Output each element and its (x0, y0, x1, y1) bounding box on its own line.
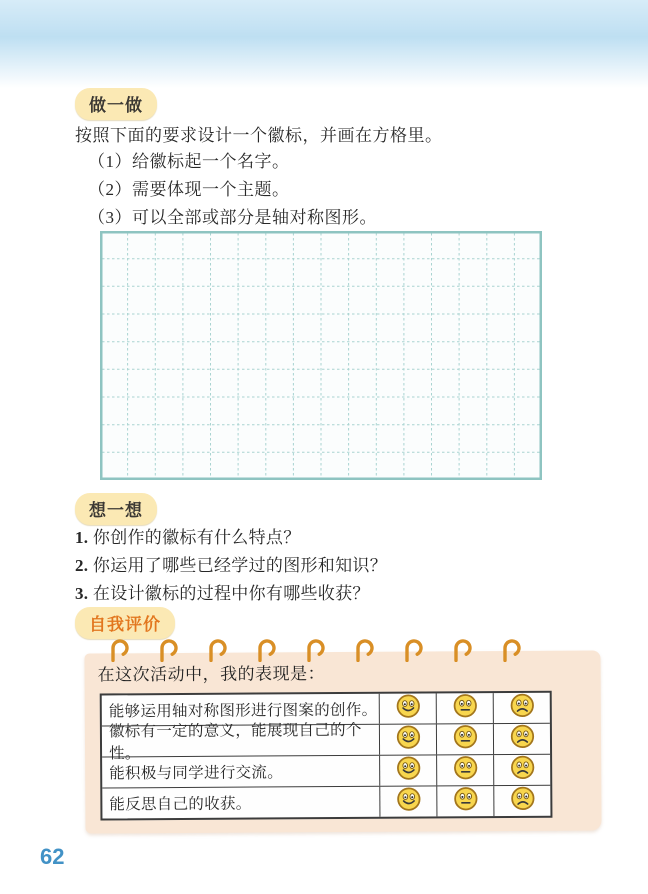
sad-face-icon (509, 724, 534, 754)
criterion-label: 能够运用轴对称图形进行图案的创作。 (108, 701, 378, 721)
neutral-face-cell (436, 724, 493, 754)
happy-face-cell (379, 693, 436, 723)
sad-face-icon (510, 755, 535, 785)
section-badge-evaluate: 自我评价 (75, 607, 175, 639)
happy-face-cell (379, 755, 436, 785)
table-row (102, 754, 550, 788)
happy-face-icon (396, 756, 421, 786)
sad-face-icon (509, 693, 534, 723)
sad-face-cell (493, 693, 550, 723)
requirement-item: （1）给徽标起一个名字。 (88, 152, 290, 171)
section-badge-think: 想一想 (75, 493, 157, 525)
question-number: 2. (75, 556, 89, 575)
criterion-label: 能积极与同学进行交流。 (109, 764, 284, 783)
think-question (75, 580, 387, 608)
grid-lines (100, 231, 542, 480)
evaluation-table (100, 691, 553, 821)
do-requirements-list (88, 148, 377, 232)
sad-face-cell (493, 724, 550, 754)
sad-face-cell (493, 786, 550, 816)
requirement-item: （2）需要体现一个主题。 (88, 180, 290, 199)
question-text: 在设计徽标的过程中你有哪些收获？ (88, 584, 370, 603)
neutral-face-icon (452, 693, 477, 723)
section-badge-do: 做一做 (75, 88, 157, 120)
neutral-face-icon (453, 786, 478, 816)
happy-face-icon (395, 694, 420, 724)
neutral-face-icon (453, 755, 478, 785)
happy-face-icon (396, 787, 421, 817)
table-row (102, 785, 550, 819)
neutral-face-icon (452, 724, 477, 754)
question-text: 你创作的徽标有什么特点？ (88, 528, 301, 547)
evaluation-caption: 在这次活动中，我的表现是： (97, 664, 326, 685)
neutral-face-cell (436, 755, 493, 785)
page-number: 62 (40, 844, 65, 869)
think-questions-list (75, 524, 387, 608)
page-top-gradient (0, 0, 648, 88)
table-row (102, 721, 550, 763)
question-number: 1. (75, 528, 89, 547)
do-intro-text: 按照下面的要求设计一个徽标，并画在方格里。 (75, 126, 443, 145)
criterion-label: 徽标有一定的意义，能展现自己的个性。 (108, 721, 362, 763)
neutral-face-cell (436, 786, 493, 816)
question-number: 3. (75, 584, 89, 603)
evaluation-notepad (84, 650, 601, 833)
think-question (75, 524, 387, 552)
sad-face-cell (493, 755, 550, 785)
question-text: 你运用了哪些已经学过的图形和知识？ (88, 556, 388, 575)
criterion-label: 能反思自己的收获。 (109, 795, 252, 814)
happy-face-cell (379, 724, 436, 754)
design-grid (100, 231, 542, 480)
happy-face-cell (379, 786, 436, 816)
happy-face-icon (395, 725, 420, 755)
neutral-face-cell (436, 693, 493, 723)
requirement-item: （3）可以全部或部分是轴对称图形。 (88, 208, 377, 227)
think-question (75, 552, 387, 580)
sad-face-icon (510, 786, 535, 816)
